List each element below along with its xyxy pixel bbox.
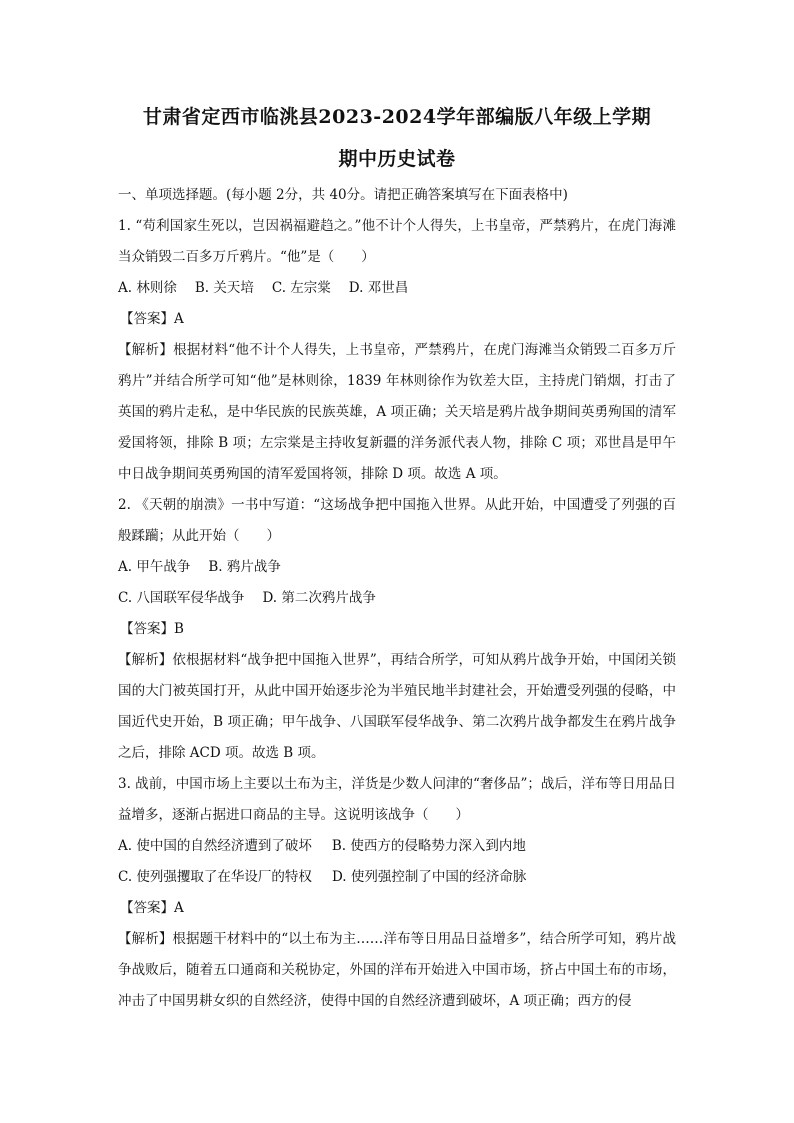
analysis-paragraph: 【解析】根据题干材料中的“以土布为主……洋布等日用品日益增多”，结合所学可知，鸦片战争战败后，随着五口通商和关税协定，外国的洋布开始进入中国市场，挤占中国土布的市场，冲击了中国男耕女织的自然经济，使得中国的自然经济遭到破坏，A 项正确；西方的侵 — [118, 931, 676, 1009]
option-a: A. 使中国的自然经济遭到了破坏 — [118, 838, 312, 854]
answer-line: 【答案】B — [120, 621, 184, 637]
option-c: C. 左宗棠 — [271, 280, 331, 296]
option-a: A. 林则徐 — [118, 280, 177, 296]
options-row — [118, 273, 676, 304]
options-row-1 — [118, 552, 676, 583]
option-c: C. 八国联军侵华战争 — [118, 590, 245, 606]
option-b: B. 关天培 — [194, 280, 254, 296]
analysis-paragraph: 【解析】根据材料“他不计个人得失，上书皇帝，严禁鸦片，在虎门海滩当众销毁二百多万斤鸦片”并结合所学可知“他”是林则徐，1839 年林则徐作为钦差大臣，主持虎门销烟，打击了英国的鸦片走私，是中华民族的民族英雄，A 项正确；关天培是鸦片战争期间英勇殉国的清军爱国将领，排除 B 项；左宗棠是主持收复新疆的洋务派代表人物，排除 C 项；邓世昌是甲午中日战争期间英勇殉国的清军爱国将领，排除 D 项。故选 A 项。 — [118, 342, 676, 482]
analysis-paragraph: 【解析】依根据材料“战争把中国拖入世界”，再结合所学，可知从鸦片战争开始，中国闭关锁国的大门被英国打开，从此中国开始逐步沦为半殖民地半封建社会，开始遭受列强的侵略，中国近代史开始，B 项正确；甲午战争、八国联军侵华战争、第二次鸦片战争都发生在鸦片战争之后，排除 ACD 项。故选 B 项。 — [118, 652, 676, 761]
option-a: A. 甲午战争 — [118, 559, 191, 575]
answer-line: 【答案】A — [120, 900, 184, 916]
question-2 — [118, 490, 676, 769]
question-3 — [118, 769, 676, 1017]
option-c: C. 使列强攫取了在华设厂的特权 — [118, 869, 312, 885]
options-row-2 — [118, 862, 676, 893]
options-row-2 — [118, 583, 676, 614]
exam-page — [118, 96, 676, 1017]
exam-title-line-2: 期中历史试卷 — [338, 148, 456, 170]
option-b: B. 使西方的侵略势力深入到内地 — [331, 838, 526, 854]
option-d: D. 使列强控制了中国的经济命脉 — [331, 869, 527, 885]
question-stem: 3. 战前，中国市场上主要以土布为主，洋货是少数人问津的“奢侈品”；战后，洋布等日用品日益增多，逐渐占据进口商品的主导。这说明该战争（ ） — [118, 776, 676, 823]
question-stem: 2. 《天朝的崩溃》一书中写道：“这场战争把中国拖入世界。从此开始，中国遭受了列强的百般蹂躏；从此开始（ ） — [118, 497, 676, 544]
option-d: D. 第二次鸦片战争 — [262, 590, 376, 606]
option-b: B. 鸦片战争 — [208, 559, 281, 575]
section-heading: 一、单项选择题。(每小题 2分，共 40分。请把正确答案填写在下面表格中) — [118, 187, 568, 203]
answer-line: 【答案】A — [120, 311, 184, 327]
options-row-1 — [118, 831, 676, 862]
exam-title-line-1: 甘肃省定西市临洮县2023-2024学年部编版八年级上学期 — [142, 106, 652, 128]
option-d: D. 邓世昌 — [348, 280, 409, 296]
question-1 — [118, 211, 676, 490]
question-stem: 1. “苟利国家生死以，岂因祸福避趋之。”他不计个人得失，上书皇帝，严禁鸦片，在虎门海滩当众销毁二百多万斤鸦片。“他”是（ ） — [118, 218, 676, 265]
